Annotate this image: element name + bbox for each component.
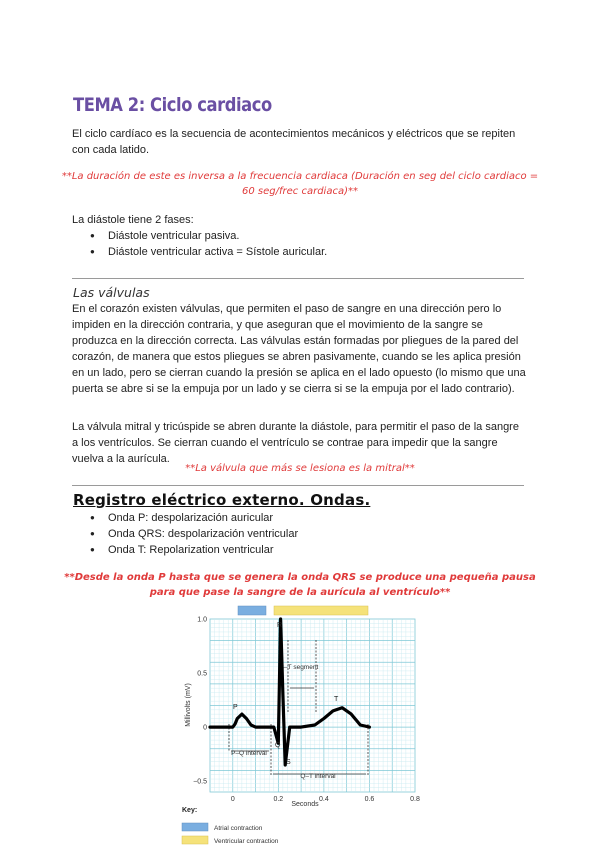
pq-interval-label: P–Q interval (231, 750, 267, 757)
ventricular-contraction-bar (274, 606, 368, 615)
diastole-intro: La diástole tiene 2 fases: (72, 214, 194, 226)
y-tick-label: 0 (203, 724, 207, 732)
diastole-phase-list (90, 228, 327, 260)
page-title: TEMA 2: Ciclo cardiaco (73, 94, 272, 116)
intro-paragraph: El ciclo cardíaco es la secuencia de acontecimientos mecánicos y eléctricos que se repiten con cada latido. (72, 128, 516, 156)
x-tick-label: 0.6 (364, 796, 375, 803)
list-item: ● Onda QRS: despolarización ventricular (90, 526, 298, 542)
list-item: ● Onda T: Repolarization ventricular (90, 542, 298, 558)
y-tick-label: 1.0 (197, 616, 207, 624)
x-tick-label: 0.4 (319, 796, 329, 803)
note-heart-rate: **La duración de este es inversa a la frecuencia cardiaca (Duración en seg del ciclo cardiaco = 60 seg/frec cardiaca)** (61, 171, 539, 197)
qt-interval-label: Q–T interval (300, 773, 336, 780)
x-axis-label: Seconds (291, 801, 319, 808)
y-tick-label: 0.5 (197, 670, 207, 678)
note-mitral: **La válvula que más se lesiona es la mitral** (185, 463, 415, 474)
wave-label-p: P (233, 704, 238, 711)
x-tick-label: 0 (230, 796, 235, 803)
list-item: ● Onda P: despolarización auricular (90, 510, 298, 526)
y-axis-ticks (193, 617, 207, 786)
valves-paragraph: En el corazón existen válvulas, que permiten el paso de sangre en una dirección pero lo impiden en la dirección contraria, y que aseguran que el movimiento de la sangre se produzca en la dirección correcta. Las válvulas están formadas por pliegues de la pared del corazón, de manera que estos pliegues se abren pasivamente, cuando se les aplica presión en un lado, pero se cierran cuando la presión se aplica en el lado opuesto (lo mismo que una puerta se abre si se la empuja por un lado y se cierra si se la empuja por el lado contrario). (72, 303, 526, 395)
legend-swatch-ventricular (182, 836, 208, 844)
atrial-contraction-bar (238, 606, 266, 615)
list-item: ● Diástole ventricular pasiva. (90, 228, 327, 244)
ecg-heading: Registro eléctrico externo. Ondas. (73, 491, 371, 509)
wave-label-s: S (286, 759, 291, 766)
chart-grid (210, 619, 415, 792)
y-axis-label: Millivolts (mV) (185, 683, 192, 727)
wave-label-r: R (277, 622, 283, 629)
legend-label-atrial: Atrial contraction (214, 825, 263, 832)
divider (72, 485, 524, 486)
y-tick-label: −0.5 (193, 778, 207, 786)
note-pause: **Desde la onda P hasta que se genera la onda QRS se produce una pequeña pausa para que pase la sangre de la aurícula al ventrículo** (64, 572, 536, 598)
ecg-chart (0, 600, 600, 848)
legend-swatch-atrial (182, 823, 208, 831)
wave-list (90, 510, 298, 558)
divider (72, 278, 524, 279)
valves-paragraph-2: La válvula mitral y tricúspide se abren durante la diástole, para permitir el paso de la sangre a los ventrículos. Se cierran cuando el ventrículo se contrae para impedir que la sangre vuelva a la aurícula. (72, 421, 519, 465)
st-segment-label: S–T segment (279, 664, 319, 671)
legend-title: Key: (182, 807, 198, 814)
wave-label-q: Q (275, 742, 281, 749)
x-tick-label: 0.2 (273, 796, 284, 803)
x-axis-ticks (231, 796, 420, 803)
legend-label-ventricular: Ventricular contraction (214, 838, 279, 845)
list-item: ● Diástole ventricular activa = Sístole auricular. (90, 244, 327, 260)
x-tick-label: 0.8 (410, 796, 420, 803)
valves-heading: Las válvulas (73, 285, 150, 300)
wave-label-t: T (334, 696, 339, 703)
